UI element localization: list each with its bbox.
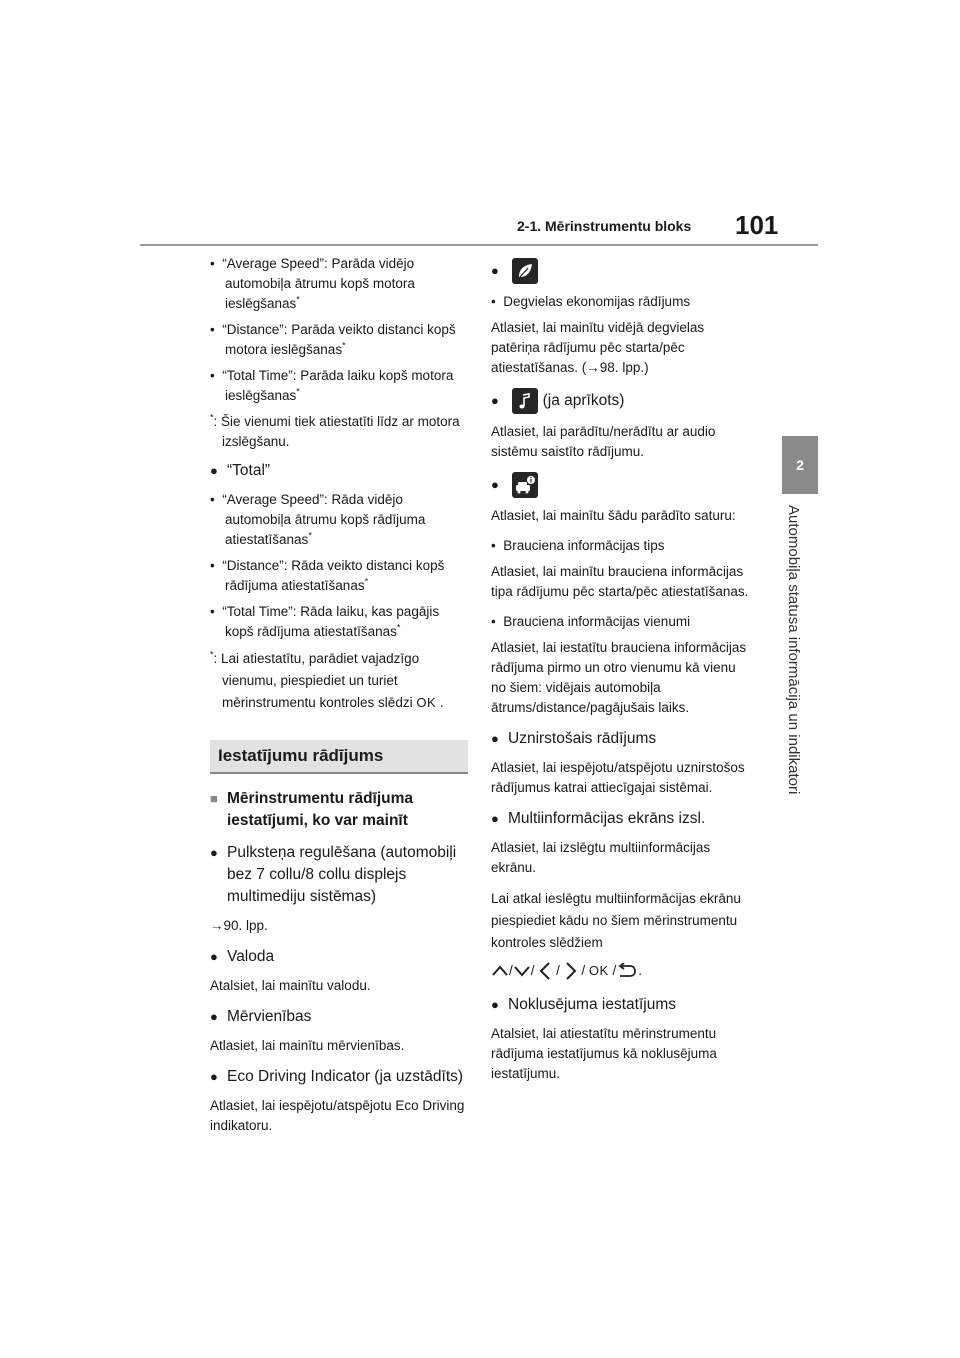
right-arrow-icon (564, 961, 578, 981)
bullet-heading-default: ● Noklusējuma iestatījums (491, 994, 749, 1016)
dash-item: • “Distance”: Parāda veikto distanci kopš motora ieslēgšanas* (210, 322, 456, 357)
body-text: Atlasiet, lai mainītu šādu parādīto saturu: (491, 508, 736, 523)
bullet-heading-popup: ● Uznirstošais rādījums (491, 728, 749, 750)
dash-item: • “Distance”: Rāda veikto distanci kopš rādījuma atiestatīšanas* (210, 558, 445, 593)
section-title: 2-1. Mērinstrumentu bloks (517, 218, 692, 234)
body-text: Atlasiet, lai izslēgtu multiinformācijas ekrānu. (491, 840, 711, 875)
leaf-icon (512, 258, 538, 284)
bullet-heading-units: ● Mērvienības (210, 1006, 468, 1028)
bullet-heading-audio: ● (ja aprīkots) (491, 388, 749, 414)
right-column (491, 256, 749, 1094)
car-info-icon (512, 472, 538, 498)
bullet-heading-trip-info (491, 472, 749, 498)
body-text: Atlasiet, lai iestatītu brauciena informācijas rādījuma pirmo un otro vienumu kā vienu no šiem: vidējais automobiļa ātrums/distance/pagājušais laiks. (491, 640, 747, 715)
ok-switch-icon: OK (588, 963, 609, 978)
footnote: *: Lai atiestatītu, parādiet vajadzīgo vienumu, piespiediet un turiet mērinstrumentu kontroles slēdzi OK . (210, 649, 444, 710)
bullet-heading-mid-off: ● Multiinformācijas ekrāns izsl. (491, 808, 749, 830)
body-text: Atlasiet, lai mainītu brauciena informācijas tipa rādījumu pēc starta/pēc atiestatīšanas. (491, 564, 749, 599)
header-divider (140, 244, 818, 246)
body-text: Atlasiet, lai mainītu mērvienības. (210, 1038, 405, 1053)
up-arrow-icon (491, 964, 509, 978)
page-number: 101 (735, 210, 779, 240)
switch-icons-row: / / / / OK / . (491, 958, 749, 984)
dash-item: • Degvielas ekonomijas rādījums (491, 294, 691, 309)
dash-item: • “Average Speed”: Parāda vidējo automobiļa ātrumu kopš motora ieslēgšanas* (210, 256, 415, 311)
bullet-heading-eco: ● Eco Driving Indicator (ja uzstādīts) (210, 1066, 468, 1088)
dash-item: • Brauciena informācijas vienumi (491, 614, 691, 629)
dash-item: • “Total Time”: Rāda laiku, kas pagājis kopš rādījuma atiestatīšanas* (210, 604, 440, 639)
body-text: Atlasiet, lai iespējotu/atspējotu Eco Driving indikatoru. (210, 1098, 465, 1133)
back-arrow-icon (616, 963, 638, 979)
body-text: Lai atkal ieslēgtu multiinformācijas ekrānu piespiediet kādu no šiem mērinstrumentu kontroles slēdžiem (491, 891, 741, 950)
bullet-heading-eco-leaf (491, 258, 749, 284)
section-header-bar: Iestatījumu rādījums (210, 740, 468, 774)
body-text: Atlasiet, lai iespējotu/atspējotu uznirstošos rādījumus katrai attiecīgajai sistēmai. (491, 760, 745, 795)
dash-item: • “Total Time”: Parāda laiku kopš motora ieslēgšanas* (210, 368, 454, 403)
dash-item: • “Average Speed”: Rāda vidējo automobiļa ātrumu kopš rādījuma atiestatīšanas* (210, 492, 426, 547)
body-text: Atalsiet, lai mainītu valodu. (210, 978, 371, 993)
chapter-side-title: Automobiļa statusa informācija un indikatori (785, 505, 802, 795)
down-arrow-icon (513, 964, 531, 978)
body-text: Atlasiet, lai mainītu vidējā degvielas patēriņa rādījumu pēc starta/pēc atiestatīšanas. (→98. lpp.) (491, 320, 705, 375)
ok-switch-icon: OK (416, 695, 437, 710)
body-text: Atlasiet, lai parādītu/nerādītu ar audio sistēmu saistīto rādījumu. (491, 424, 716, 459)
bullet-heading-clock: ● Pulksteņa regulēšana (automobiļi bez 7 collu/8 collu displejs multimediju sistēmas) (210, 842, 468, 908)
page-reference: →90. lpp. (210, 918, 268, 933)
subsection-heading: ■ Mērinstrumentu rādījuma iestatījumi, ko var mainīt (210, 788, 468, 832)
footnote: *: Šie vienumi tiek atiestatīti līdz ar motora izslēgšanu. (210, 412, 460, 449)
bullet-heading-language: ● Valoda (210, 946, 468, 968)
chapter-tab: 2 (782, 436, 818, 494)
left-arrow-icon (538, 961, 552, 981)
body-text: Atalsiet, lai atiestatītu mērinstrumentu rādījuma iestatījumus kā noklusējuma iestatījumu. (491, 1026, 717, 1081)
bullet-heading-total: ● “Total” (210, 460, 468, 482)
dash-item: • Brauciena informācijas tips (491, 538, 665, 553)
left-column (210, 254, 468, 1146)
music-note-icon (512, 388, 538, 414)
